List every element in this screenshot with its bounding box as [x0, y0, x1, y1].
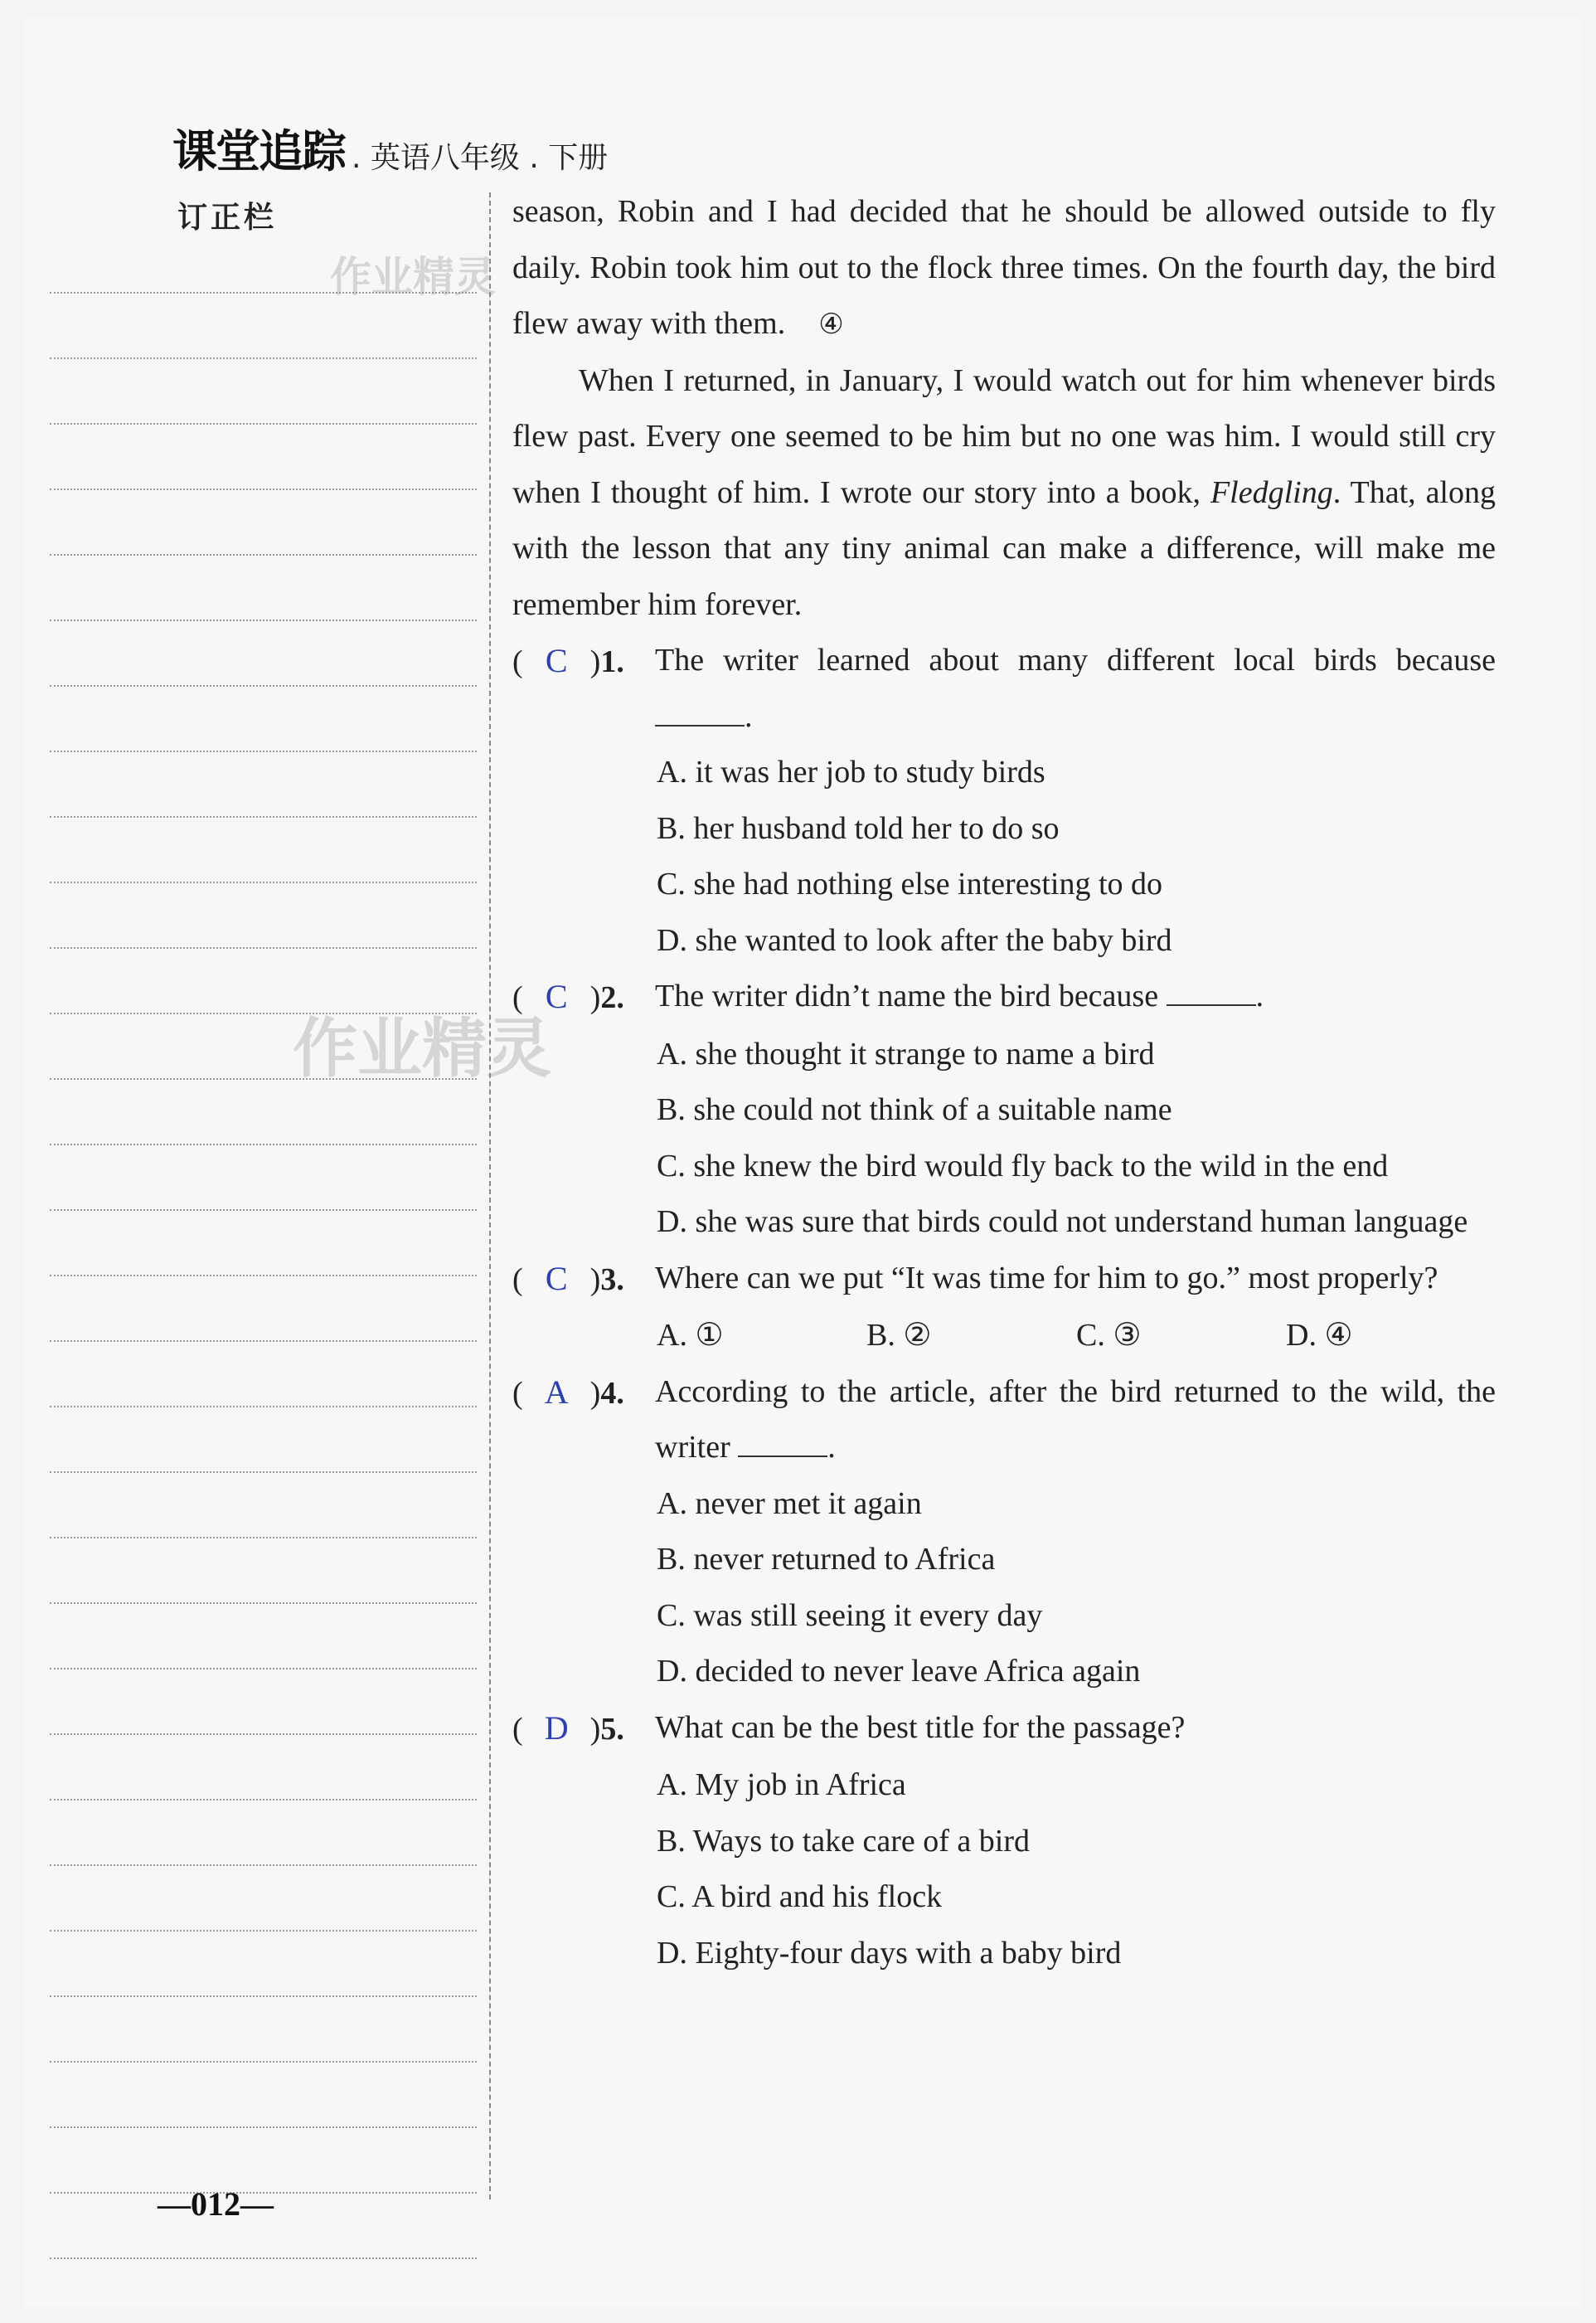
correction-line [50, 816, 477, 818]
paren-close: ) [589, 644, 601, 679]
question-text: Where can we put “It was time for him to go.” most properly? [655, 1260, 1438, 1295]
answer-bracket [512, 633, 655, 745]
correction-line [50, 554, 477, 556]
correction-line [50, 685, 477, 687]
paren-open: ( [512, 1711, 523, 1747]
option: B. her husband told her to do so [657, 810, 1060, 846]
paren-close: ) [589, 1711, 601, 1747]
option: C. A bird and his flock [657, 1879, 943, 1914]
answer-bracket [512, 969, 655, 1027]
answer-mark: C [545, 642, 568, 679]
correction-line [50, 1930, 477, 1932]
correction-line [50, 1995, 477, 1997]
answer-mark: C [545, 1259, 568, 1297]
correction-line [50, 1275, 477, 1276]
option: C. ③ [1076, 1318, 1142, 1353]
passage-text: season, Robin and I had decided that he should be allowed outside to fly daily. Robin took him out to the flock three times. On the fourth day, the bird flew away with them. [512, 194, 1496, 341]
question-stem-end: . [827, 1430, 836, 1465]
correction-line [50, 1144, 477, 1145]
correction-line [50, 357, 477, 359]
paren-close: ) [589, 1261, 601, 1297]
option: A. My job in Africa [657, 1767, 906, 1802]
question-stem: The writer didn’t name the bird because [655, 979, 1159, 1013]
question-3 [512, 1251, 1496, 1309]
option: B. never returned to Africa [657, 1542, 996, 1577]
option: D. Eighty-four days with a baby bird [657, 1935, 1122, 1971]
question-text: What can be the best title for the passage? [655, 1709, 1186, 1745]
question-4 [512, 1364, 1496, 1476]
paren-open: ( [512, 644, 523, 679]
correction-line [50, 2126, 477, 2128]
question-text [655, 1364, 1496, 1476]
correction-line [50, 620, 477, 621]
question-stem-end: . [1255, 979, 1264, 1013]
option: A. ① [657, 1318, 724, 1353]
question-stem-end: . [745, 698, 753, 734]
option: B. Ways to take care of a bird [657, 1823, 1030, 1859]
correction-line [50, 1864, 477, 1866]
passage-text: When I returned, in January, I would watch out for him whenever birds flew past. Every one seemed to be him but no one was him. I would still cry when I thought of him. I wrote our story into a book, [512, 362, 1496, 510]
correction-line [50, 1471, 477, 1473]
correction-lines [50, 292, 477, 2323]
correction-line [50, 1602, 477, 1604]
correction-line [50, 292, 477, 294]
passage-paragraph-1 [512, 184, 1496, 353]
correction-line [50, 882, 477, 883]
option: D. ④ [1286, 1318, 1353, 1353]
page-number: —012— [158, 2185, 274, 2223]
answer-mark: C [545, 978, 568, 1015]
correction-line [50, 2257, 477, 2259]
correction-line [50, 1209, 477, 1211]
answer-blank [1167, 974, 1256, 1006]
question-number: 2. [600, 980, 624, 1015]
correction-line [50, 423, 477, 425]
correction-line [50, 1537, 477, 1538]
option: C. she had nothing else interesting to do [657, 867, 1163, 901]
question-stem: The writer learned about many different local birds because [655, 643, 1496, 678]
option: A. never met it again [657, 1485, 922, 1521]
option-row [512, 1308, 1496, 1364]
question-1 [512, 633, 1496, 745]
option: B. she could not think of a suitable name [657, 1092, 1172, 1127]
question-5 [512, 1700, 1496, 1758]
question-2 [512, 969, 1496, 1027]
answer-blank [738, 1426, 827, 1457]
correction-line [50, 1733, 477, 1735]
main-content [512, 184, 1496, 1981]
correction-line [50, 1406, 477, 1407]
question-stem: According to the article, after the bird returned to the wild, the writer [655, 1373, 1496, 1465]
correction-line [50, 1799, 477, 1801]
question-number: 3. [600, 1261, 624, 1297]
book-subtitle: . 英语八年级 . 下册 [352, 141, 609, 175]
correction-line [50, 1340, 477, 1342]
passage-paragraph-2 [512, 353, 1496, 634]
brand-title: 课堂追踪 [172, 125, 345, 177]
header [172, 116, 608, 180]
option: B. ② [866, 1318, 932, 1353]
correction-line [50, 1668, 477, 1669]
answer-mark: D [544, 1708, 569, 1747]
option: C. was still seeing it every day [657, 1597, 1043, 1633]
watermark: 作业精灵 [330, 253, 496, 301]
answer-mark: A [544, 1373, 569, 1411]
option: A. it was her job to study birds [657, 755, 1045, 790]
option: D. she wanted to look after the baby bird [657, 922, 1172, 958]
answer-bracket [512, 1364, 655, 1476]
paren-open: ( [512, 980, 523, 1015]
question-number: 4. [600, 1375, 624, 1411]
book-title: Fledgling [1210, 474, 1333, 510]
answer-blank [655, 695, 745, 727]
question-number: 5. [600, 1711, 624, 1747]
option: D. she was sure that birds could not understand human language [657, 1204, 1468, 1239]
passage-text: . That, along with the lesson that any tiny animal can make a difference, will make me remember him forever. [512, 474, 1496, 622]
option: A. she thought it strange to name a bird [657, 1036, 1155, 1072]
watermark: 作业精灵 [293, 1012, 552, 1086]
correction-column-label: 订正栏 [177, 201, 278, 235]
column-divider [489, 192, 491, 2199]
answer-bracket [512, 1700, 655, 1758]
question-text [655, 633, 1496, 745]
paren-close: ) [589, 980, 601, 1015]
correction-line [50, 947, 477, 949]
page [23, 18, 1582, 2307]
correction-line [50, 751, 477, 752]
question-number: 1. [600, 644, 624, 679]
question-text [655, 969, 1496, 1027]
correction-line [50, 1013, 477, 1014]
correction-line [50, 488, 477, 490]
position-marker: ④ [818, 308, 844, 341]
correction-line [50, 2061, 477, 2063]
paren-close: ) [589, 1375, 601, 1411]
paren-open: ( [512, 1261, 523, 1297]
answer-bracket [512, 1251, 655, 1309]
paren-open: ( [512, 1375, 523, 1411]
correction-line [50, 1078, 477, 1080]
option: D. decided to never leave Africa again [657, 1654, 1141, 1689]
option: C. she knew the bird would fly back to the wild in the end [657, 1148, 1389, 1183]
